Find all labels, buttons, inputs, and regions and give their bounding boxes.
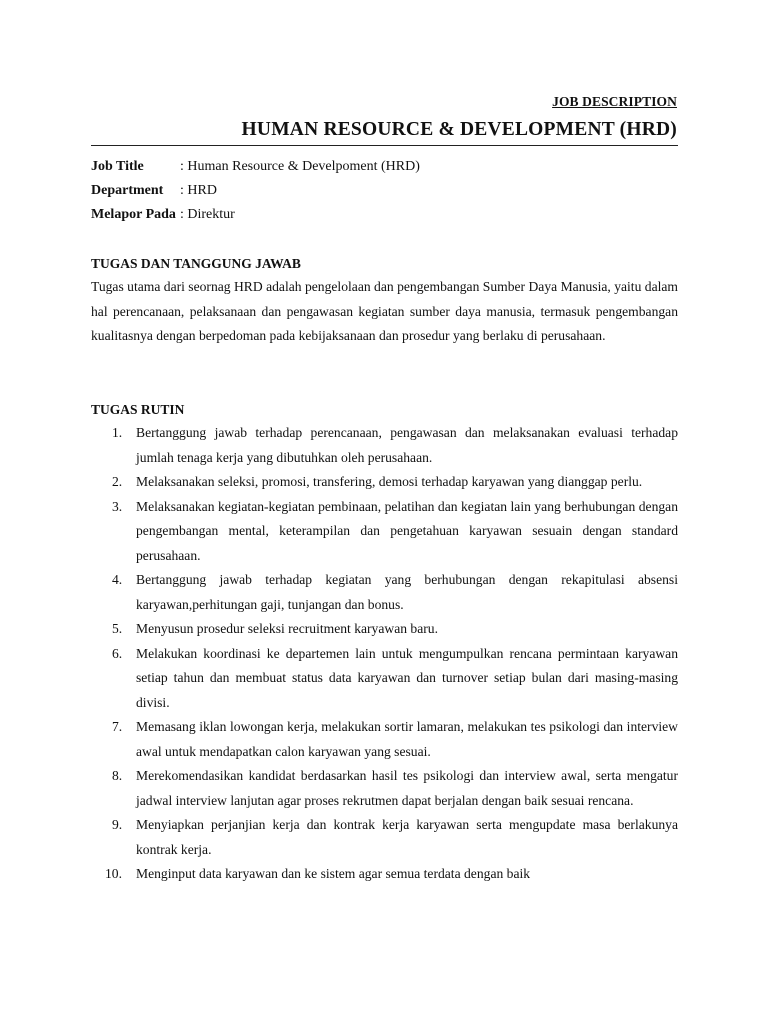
list-item-text: Bertanggung jawab terhadap perencanaan, pengawasan dan melaksanakan evaluasi terhadap jumlah tenaga kerja yang dibutuhkan oleh perusahaan. xyxy=(136,425,678,465)
list-item-text: Bertanggung jawab terhadap kegiatan yang berhubungan dengan rekapitulasi absensi karyawan,perhitungan gaji, tunjangan dan bonus. xyxy=(136,572,678,612)
list-item-number: 4. xyxy=(112,572,123,587)
meta-row-job-title xyxy=(91,155,420,179)
meta-row-department xyxy=(91,179,420,203)
meta-key: Department xyxy=(91,183,164,198)
list-item xyxy=(91,617,678,642)
list-item xyxy=(91,764,678,813)
list-item xyxy=(91,642,678,716)
list-item-text: Menginput data karyawan dan ke sistem agar semua terdata dengan baik xyxy=(136,866,531,881)
responsibilities-heading: TUGAS DAN TANGGUNG JAWAB xyxy=(91,256,301,271)
meta-key: Job Title xyxy=(91,159,144,174)
list-item xyxy=(91,421,678,470)
list-item xyxy=(91,470,678,495)
routine-tasks-heading: TUGAS RUTIN xyxy=(91,402,185,417)
job-meta xyxy=(91,155,420,227)
list-item-text: Melaksanakan seleksi, promosi, transfering, demosi terhadap karyawan yang dianggap perlu. xyxy=(136,474,643,489)
list-item xyxy=(91,813,678,862)
list-item-number: 6. xyxy=(112,645,123,661)
document-title: HUMAN RESOURCE & DEVELOPMENT (HRD) xyxy=(241,119,677,140)
meta-key: Melapor Pada xyxy=(91,207,176,222)
list-item-text: Menyiapkan perjanjian kerja dan kontrak kerja karyawan serta mengupdate masa berlakunya kontrak kerja. xyxy=(136,817,678,857)
list-item xyxy=(91,568,678,617)
list-item-number: 10. xyxy=(105,866,122,881)
routine-task-list xyxy=(91,421,678,887)
meta-value: : HRD xyxy=(180,183,217,198)
list-item-number: 3. xyxy=(112,498,123,514)
list-item xyxy=(91,495,678,569)
list-item-number: 8. xyxy=(112,768,123,783)
list-item-number: 1. xyxy=(112,425,123,440)
meta-value: : Human Resource & Develpoment (HRD) xyxy=(180,159,420,174)
list-item-number: 9. xyxy=(112,817,123,832)
list-item-text: Merekomendasikan kandidat berdasarkan hasil tes psikologi dan interview awal, serta mengatur jadwal interview lanjutan agar proses rekrutmen dapat berjalan dengan baik sesuai rencana. xyxy=(136,768,678,808)
list-item-text: Memasang iklan lowongan kerja, melakukan sortir lamaran, melakukan tes psikologi dan interview awal untuk mendapatkan calon karyawan yang sesuai. xyxy=(136,719,678,759)
list-item-number: 7. xyxy=(112,719,123,734)
list-item xyxy=(91,862,678,887)
meta-value: : Direktur xyxy=(180,207,235,222)
list-item-number: 5. xyxy=(112,621,123,636)
list-item xyxy=(91,715,678,764)
list-item-number: 2. xyxy=(112,474,123,489)
meta-row-reports-to xyxy=(91,203,420,227)
list-item-text: Melaksanakan kegiatan-kegiatan pembinaan, pelatihan dan kegiatan lain yang berhubungan dengan pengembangan mental, keterampilan dan pengetahuan karyawan sesuain dengan standard perusahaan. xyxy=(136,498,678,563)
document-label: JOB DESCRIPTION xyxy=(552,94,677,109)
responsibilities-paragraph: Tugas utama dari seornag HRD adalah pengelolaan dan pengembangan Sumber Daya Manusia, yaitu dalam hal perencanaan, pelaksanaan dan pengawasan kegiatan sumber daya manusia, termasuk pengembangan kualitasnya dengan berpedoman pada kebijaksanaan dan prosedur yang berlaku di perusahaan. xyxy=(91,279,678,343)
list-item-text: Menyusun prosedur seleksi recruitment karyawan baru. xyxy=(136,621,438,636)
list-item-text: Melakukan koordinasi ke departemen lain untuk mengumpulkan rencana permintaan karyawan setiap tahun dan membuat status data karyawan dan turnover setiap bulan dari masing-masing divisi. xyxy=(136,645,678,710)
title-divider xyxy=(91,145,678,146)
